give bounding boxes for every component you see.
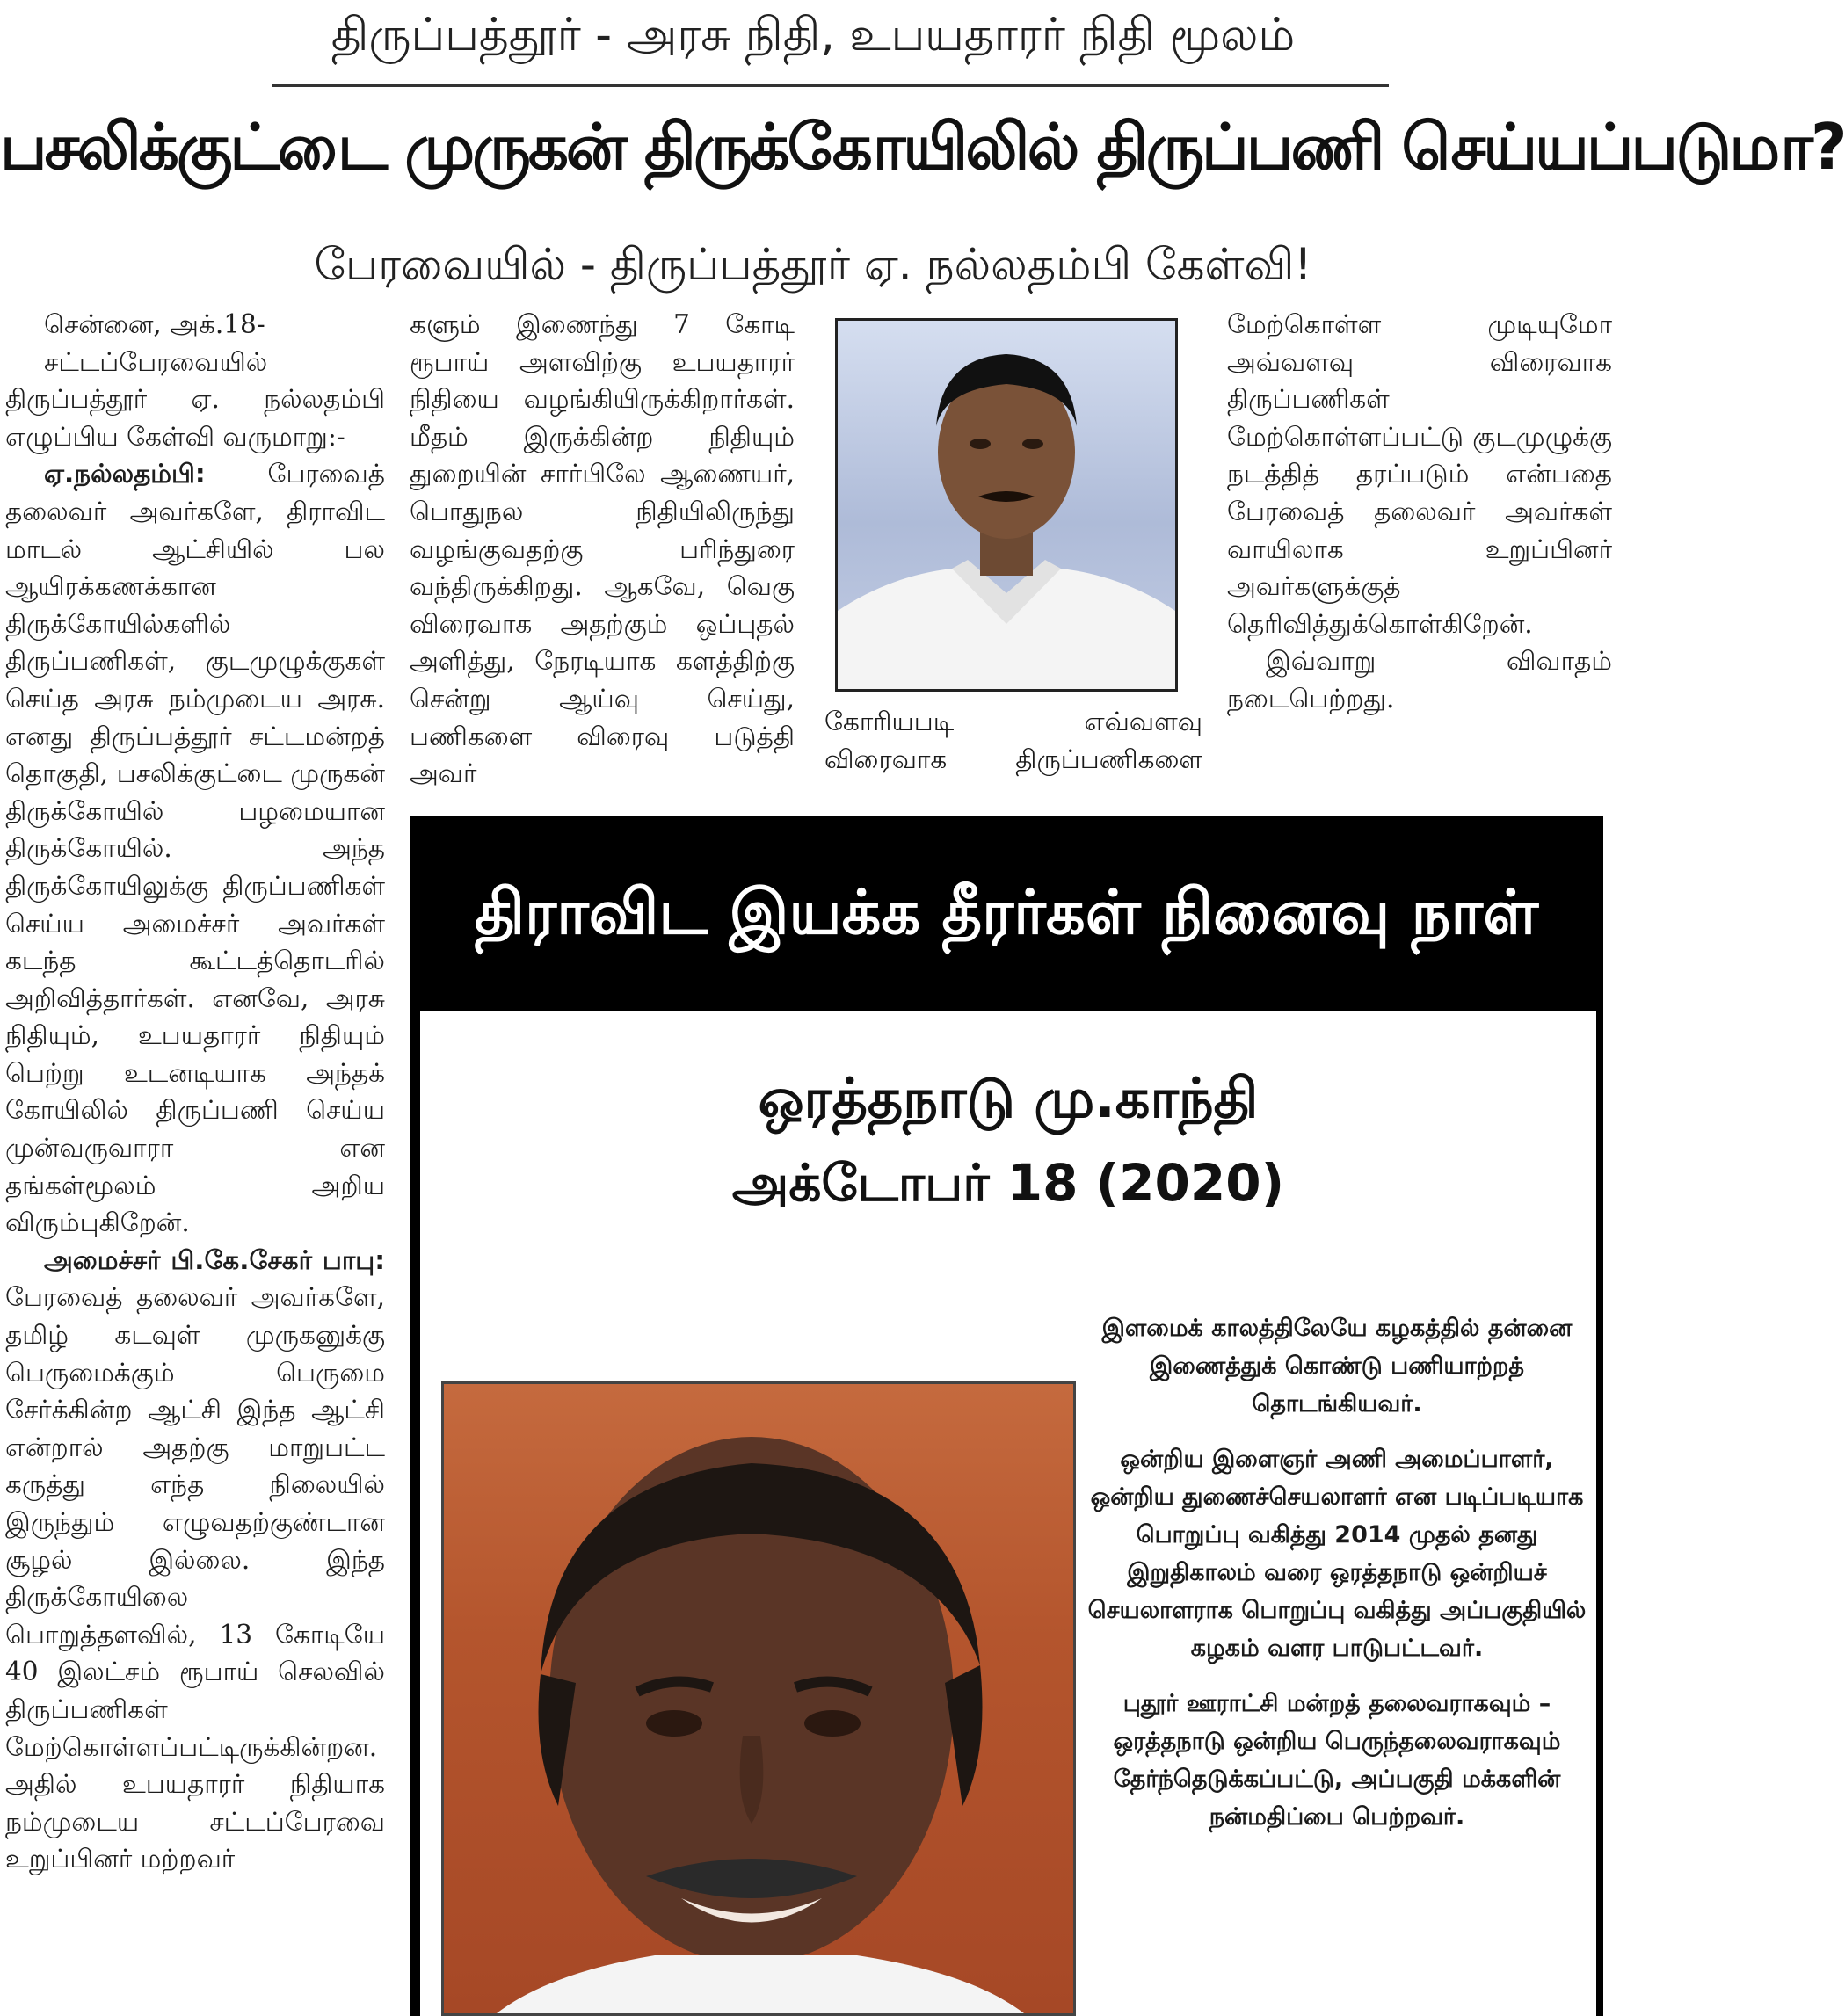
memorial-portrait [441,1381,1076,2016]
article-kicker: திருப்பத்தூர் - அரசு நிதி, உபயதாரர் நிதி மூலம் [331,9,1296,62]
speech-paragraph-2 [5,1242,385,1878]
speech-text-1: பேரவைத் தலைவர் அவர்களே, திராவிட மாடல் ஆட்சியில் பல ஆயிரக்கணக்கான திருக்கோயில்களில் திருப்பணிகள், குடமுழுக்குகள் செய்த அரசு நம்முடைய அரசு. எனது திருப்பத்தூர் சட்டமன்றத் தொகுதி, பசலிக்குட்டை முருகன் திருக்கோயில் பழமையான திருக்கோயில். அந்த திருக்கோயிலுக்கு திருப்பணிகள் செய்ய அமைச்சர் அவர்கள் கடந்த கூட்டத்தொடரில் அறிவித்தார்கள். எனவே, அரசு நிதியும், உபயதாரர் நிதியும் பெற்று உடனடியாக அந்தக் கோயிலில் திருப்பணி செய்ய முன்வருவாரா என தங்கள்மூலம் அறிய விரும்புகிறேன். [5,459,385,1238]
column-3-text: மேற்கொள்ள முடியுமோ அவ்வளவு விரைவாக திருப்பணிகள் மேற்கொள்ளப்பட்டு குடமுழுக்கு நடத்தித் தரப்படும் என்பதை பேரவைத் தலைவர் அவர்கள் வாயிலாக உறுப்பினர் அவர்களுக்குத் தெரிவித்துக்கொள்கிறேன். [1227,309,1612,639]
article-column-2 [410,306,795,793]
article-headline: பசலிக்குட்டை முருகன் திருக்கோயிலில் திருப்பணி செய்யப்படுமா? [0,110,1845,184]
bio-paragraph-3: புதூர் ஊராட்சி மன்றத் தலைவராகவும் – ஒரத்தநாடு ஒன்றிய பெருந்தலைவராகவும் தேர்ந்தெடுக்கப்பட்டு, அப்பகுதி மக்களின் நன்மதிப்பை பெற்றவர். [1113,1690,1561,1831]
bio-paragraph-2: ஒன்றிய இளைஞர் அணி அமைப்பாளர், ஒன்றிய துணைச்செயலாளர் என படிப்படியாக பொறுப்பு வகித்து 2014 முதல் தனது இறுதிகாலம் வரை ஒரத்தநாடு ஒன்றியச் செயலாளராக பொறுப்பு வகித்து அப்பகுதியில் கழகம் வளர பாடுபட்டவர். [1087,1446,1587,1662]
speech-paragraph-1 [5,455,385,1241]
kicker-underline [272,84,1389,87]
article-column-1 [5,306,385,1878]
article-subheadline: பேரவையில் - திருப்பத்தூர் ஏ. நல்லதம்பி கேள்வி! [314,239,1312,290]
intro-paragraph: சட்டப்பேரவையில் திருப்பத்தூர் ஏ. நல்லதம்பி எழுப்பிய கேள்வி வருமாறு:- [5,346,385,452]
article-column-3 [1227,306,1612,718]
speaker-name-1: ஏ.நல்லதம்பி: [44,459,206,489]
memorial-title: திராவிட இயக்க தீரர்கள் நினைவு நாள் [474,875,1539,948]
dateline: சென்னை, அக்.18- [44,309,265,339]
memorial-bio [1086,1309,1587,1853]
legislator-photo [835,318,1178,692]
caption-line-2: விரைவாக திருப்பணிகளை [824,743,1202,774]
speech-text-2: பேரவைத் தலைவர் அவர்களே, தமிழ் கடவுள் முருகனுக்கு பெருமைக்கும் பெருமை சேர்க்கின்ற ஆட்சி இந்த ஆட்சி என்றால் அதற்கு மாறுபட்ட கருத்து எந்த நிலையில் இருந்தும் எழுவதற்குண்டான சூழல் இல்லை. இந்த திருக்கோயிலை பொறுத்தளவில், 13 கோடியே 40 இலட்சம் ரூபாய் செலவில் திருப்பணிகள் மேற்கொள்ளப்பட்டிருக்கின்றன. அதில் உபயதாரர் நிதியாக நம்முடைய சட்டப்பேரவை உறுப்பினர் மற்றவர் [5,1282,385,1875]
closing-line: இவ்வாறு விவாதம் நடைபெற்றது. [1227,646,1612,714]
memorial-box [410,816,1603,2016]
memorial-date: அக்டோபர் 18 (2020) [731,1153,1285,1213]
column-2-text: களும் இணைந்து 7 கோடி ரூபாய் அளவிற்கு உபயதாரர் நிதியை வழங்கியிருக்கிறார்கள். மீதம் இருக்கின்ற நிதியும் துறையின் சார்பிலே ஆணையர், பொதுநல நிதியிலிருந்து வழங்குவதற்கு பரிந்துரை வந்திருக்கிறது. ஆகவே, வெகு விரைவாக அதற்கும் ஒப்புதல் அளித்து, நேரடியாக களத்திற்கு சென்று ஆய்வு செய்து, பணிகளை விரைவு படுத்தி அவர் [410,309,795,789]
bio-paragraph-1: இளமைக் காலத்திலேயே கழகத்தில் தன்னை இணைத்துக் கொண்டு பணியாற்றத் தொடங்கியவர். [1101,1315,1573,1418]
memorial-content [420,1011,1596,2016]
photo-caption [824,703,1202,778]
speaker-name-2: அமைச்சர் பி.கே.சேகர் பாபு: [44,1244,385,1275]
caption-line-1: கோரியபடி எவ்வளவு [824,707,1202,736]
memorial-name: ஒரத்தநாடு மு.காந்தி [758,1066,1259,1130]
